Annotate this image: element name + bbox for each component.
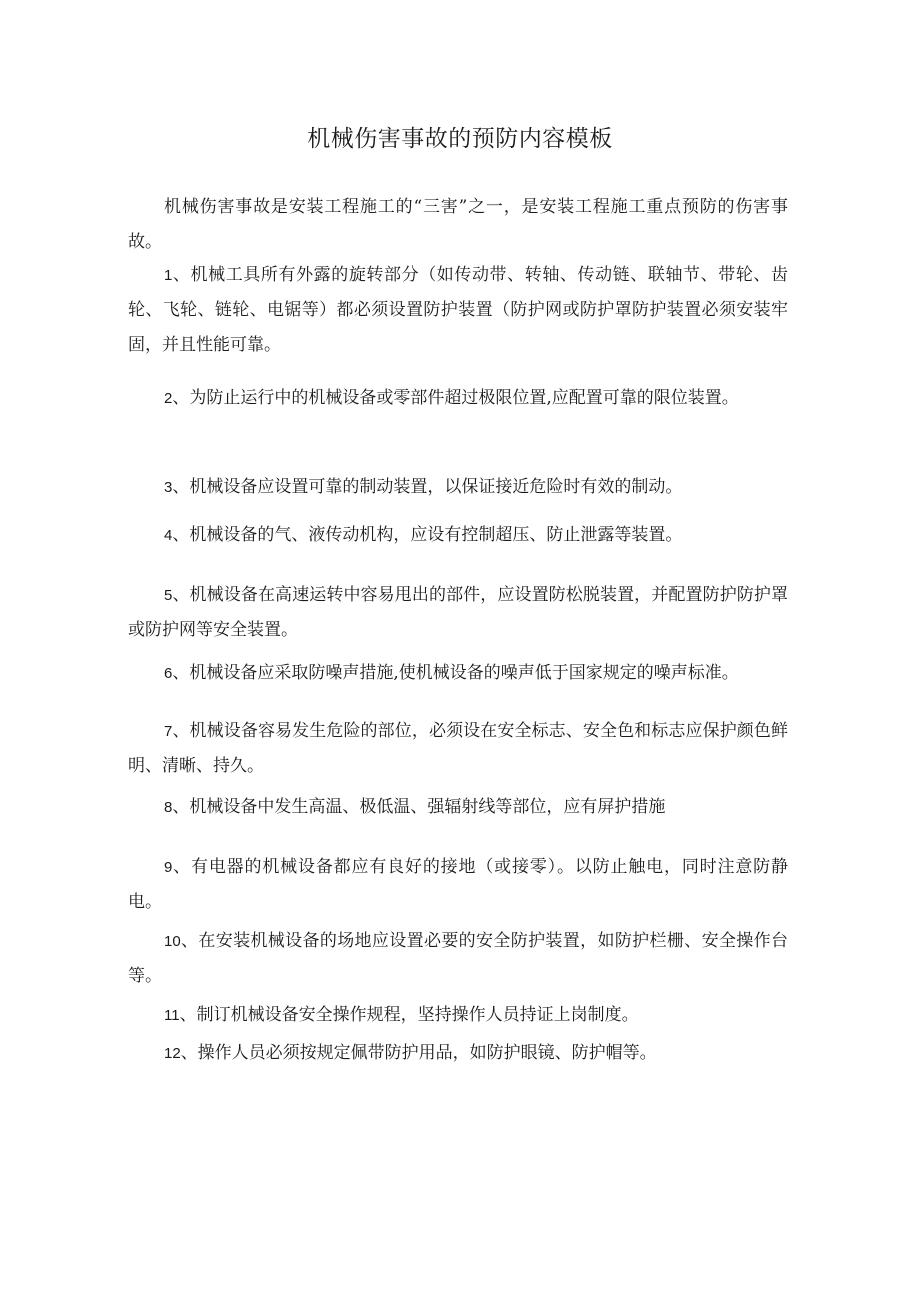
page-title: 机械伤害事故的预防内容模板 [307, 126, 613, 152]
list-item [128, 850, 788, 920]
list-item [128, 790, 788, 825]
list-item [128, 656, 788, 691]
item-text: 、机械设备中发生高温、极低温、强辐射线等部位，应有屏护措施 [172, 797, 666, 817]
item-text: 、机械设备应采取防噪声措施,使机械设备的噪声低于国家规定的噪声标准。 [172, 663, 739, 683]
item-number: 12 [164, 1045, 181, 1062]
item-number: 6 [164, 665, 173, 682]
item-number: 11 [164, 1007, 180, 1024]
list-item [128, 714, 788, 784]
item-number: 10 [164, 933, 181, 950]
list-item [128, 518, 788, 553]
item-text: 、机械设备容易发生危险的部位，必须设在安全标志、安全色和标志应保护颜色鲜明、清晰、持久。 [128, 721, 788, 776]
list-item [128, 258, 788, 363]
list-item [128, 924, 788, 994]
item-number: 7 [164, 723, 173, 740]
item-text: 、为防止运行中的机械设备或零部件超过极限位置,应配置可靠的限位装置。 [172, 388, 739, 408]
item-number: 3 [164, 479, 173, 496]
item-number: 8 [164, 799, 173, 816]
list-item [128, 1036, 788, 1071]
item-text: 、机械设备的气、液传动机构，应设有控制超压、防止泄露等装置。 [172, 525, 683, 545]
list-item [128, 470, 788, 505]
item-text: 、有电器的机械设备都应有良好的接地（或接零）。以防止触电，同时注意防静电。 [128, 857, 788, 912]
item-number: 2 [164, 390, 173, 407]
item-number: 1 [164, 267, 173, 284]
item-number: 9 [164, 859, 173, 876]
item-text: 、在安装机械设备的场地应设置必要的安全防护装置，如防护栏栅、安全操作台等。 [128, 931, 788, 986]
item-text: 、制订机械设备安全操作规程，坚持操作人员持证上岗制度。 [179, 1005, 639, 1025]
item-text: 、机械设备在高速运转中容易甩出的部件，应设置防松脱装置，并配置防护防护罩或防护网等安全装置。 [128, 585, 788, 640]
item-number: 5 [164, 587, 173, 604]
list-item [128, 998, 788, 1033]
item-number: 4 [164, 527, 173, 544]
list-item [128, 578, 788, 648]
item-text: 、操作人员必须按规定佩带防护用品，如防护眼镜、防护帽等。 [180, 1043, 657, 1063]
list-item [128, 372, 788, 425]
item-text: 、机械设备应设置可靠的制动装置，以保证接近危险时有效的制动。 [172, 477, 683, 497]
intro-paragraph: 机械伤害事故是安装工程施工的“三害”之一，是安装工程施工重点预防的伤害事故。 [128, 197, 788, 252]
item-text: 、机械工具所有外露的旋转部分（如传动带、转轴、传动链、联轴节、带轮、齿轮、飞轮、链轮、电锯等）都必须设置防护装置（防护网或防护罩防护装置必须安装牢固，并且性能可靠。 [128, 265, 788, 355]
